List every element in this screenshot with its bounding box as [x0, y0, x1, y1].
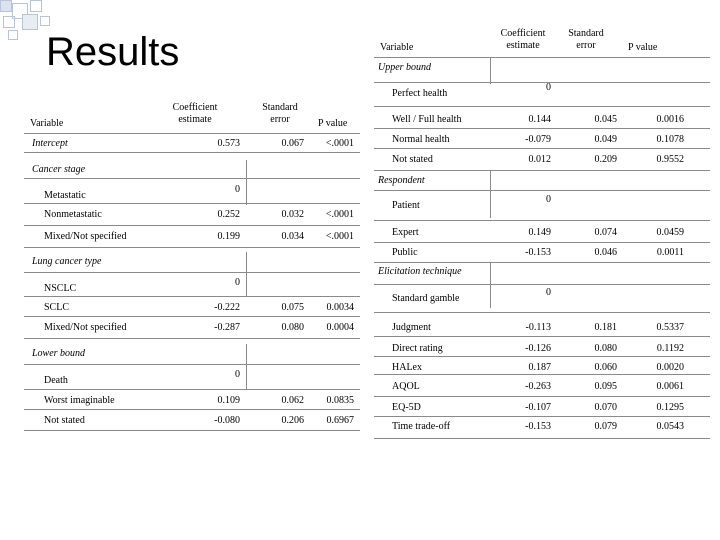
cell-coef: 0 [235, 369, 240, 380]
section-label: Intercept [32, 138, 68, 149]
header-variable: Variable [380, 42, 414, 53]
cell-coef: 0.012 [528, 154, 551, 165]
row-label: Patient [392, 200, 420, 211]
cell-coef: 0.187 [528, 362, 551, 373]
cell-coef: -0.080 [214, 415, 240, 426]
row-label: Mixed/Not specified [44, 322, 127, 333]
row-divider [374, 416, 710, 417]
cell-p: 0.9552 [656, 154, 684, 165]
column-divider [246, 160, 247, 205]
cell-p: 0.1078 [656, 134, 684, 145]
row-label: Worst imaginable [44, 395, 115, 406]
row-label: Well / Full health [392, 114, 462, 125]
cell-coef: -0.222 [214, 302, 240, 313]
row-label: Standard gamble [392, 293, 460, 304]
cell-p: <.0001 [325, 209, 354, 220]
row-label: Time trade-off [392, 421, 451, 432]
row-label: EQ-5D [392, 402, 421, 413]
cell-p: 0.0543 [656, 421, 684, 432]
row-divider [24, 203, 360, 204]
cell-se: 0.206 [281, 415, 304, 426]
column-divider [246, 252, 247, 297]
cell-se: 0.074 [594, 227, 617, 238]
header-p-value: P value [628, 42, 658, 53]
cell-coef: -0.107 [525, 402, 551, 413]
deco-square [40, 16, 50, 26]
cell-se: 0.049 [594, 134, 617, 145]
row-divider [24, 364, 360, 365]
cell-se: 0.045 [594, 114, 617, 125]
column-divider [490, 170, 491, 218]
cell-se: 0.080 [281, 322, 304, 333]
cell-se: 0.075 [281, 302, 304, 313]
row-divider [24, 316, 360, 317]
cell-se: 0.034 [281, 231, 304, 242]
row-divider [374, 242, 710, 243]
cell-coef: 0 [546, 194, 551, 205]
cell-p: 0.6967 [326, 415, 354, 426]
row-label: Direct rating [392, 343, 443, 354]
header-standard-error: Standard error [568, 28, 604, 51]
cell-coef: 0.573 [217, 138, 240, 149]
row-divider [24, 152, 360, 153]
section-label: Lung cancer type [32, 256, 102, 267]
cell-se: 0.095 [594, 381, 617, 392]
cell-se: 0.070 [594, 402, 617, 413]
row-divider [374, 312, 710, 313]
row-label: Public [392, 247, 418, 258]
cell-se: 0.079 [594, 421, 617, 432]
section-label: Lower bound [32, 348, 86, 359]
cell-se: 0.046 [594, 247, 617, 258]
row-divider [374, 262, 710, 263]
cell-se: 0.032 [281, 209, 304, 220]
row-label: Not stated [392, 154, 433, 165]
cell-p: <.0001 [325, 138, 354, 149]
row-label: Nonmetastatic [44, 209, 102, 220]
row-label: HALex [392, 362, 422, 373]
row-label: Expert [392, 227, 419, 238]
cell-p: 0.5337 [656, 322, 684, 333]
cell-coef: -0.287 [214, 322, 240, 333]
cell-p: 0.0011 [656, 247, 684, 258]
cell-p: 0.0034 [326, 302, 354, 313]
section-label: Upper bound [378, 62, 432, 73]
header-standard-error: Standard error [262, 102, 298, 125]
row-divider [24, 247, 360, 248]
row-label: Death [44, 375, 68, 386]
deco-square [3, 16, 15, 28]
cell-coef: -0.263 [525, 381, 551, 392]
row-divider [374, 106, 710, 107]
cell-se: 0.060 [594, 362, 617, 373]
cell-coef: 0 [235, 184, 240, 195]
slide-title: Results [46, 30, 180, 74]
section-label: Elicitation technique [378, 266, 462, 277]
header-divider [24, 133, 360, 134]
row-divider [374, 128, 710, 129]
section-label: Respondent [378, 175, 425, 186]
deco-square [8, 30, 18, 40]
cell-coef: 0.144 [528, 114, 551, 125]
row-divider [374, 396, 710, 397]
cell-se: 0.181 [594, 322, 617, 333]
cell-se: 0.062 [281, 395, 304, 406]
cell-se: 0.067 [281, 138, 304, 149]
cell-coef: 0.149 [528, 227, 551, 238]
row-divider [24, 409, 360, 410]
row-divider [374, 336, 710, 337]
row-divider [24, 296, 360, 297]
deco-square [30, 0, 42, 12]
cell-coef: -0.113 [525, 322, 551, 333]
row-divider [24, 225, 360, 226]
row-divider [374, 170, 710, 171]
row-divider [24, 430, 360, 431]
cell-p: 0.0020 [656, 362, 684, 373]
cell-coef: -0.153 [525, 247, 551, 258]
column-divider [246, 344, 247, 389]
cell-coef: 0.199 [217, 231, 240, 242]
header-p-value: P value [318, 118, 348, 129]
cell-p: 0.0004 [326, 322, 354, 333]
deco-square [22, 14, 38, 30]
column-divider [490, 58, 491, 84]
deco-square [0, 0, 12, 12]
cell-se: 0.080 [594, 343, 617, 354]
cell-coef: 0.252 [217, 209, 240, 220]
section-label: Cancer stage [32, 164, 86, 175]
row-divider [374, 190, 710, 191]
cell-coef: -0.079 [525, 134, 551, 145]
row-divider [24, 178, 360, 179]
row-label: Normal health [392, 134, 450, 145]
cell-p: <.0001 [325, 231, 354, 242]
row-label: SCLC [44, 302, 70, 313]
column-divider [490, 262, 491, 308]
row-divider [374, 220, 710, 221]
cell-se: 0.209 [594, 154, 617, 165]
row-label: Metastatic [44, 190, 86, 201]
cell-coef: -0.153 [525, 421, 551, 432]
row-label: Judgment [392, 322, 431, 333]
row-divider [374, 284, 710, 285]
cell-p: 0.1295 [656, 402, 684, 413]
row-divider [24, 389, 360, 390]
cell-p: 0.1192 [656, 343, 684, 354]
row-label: Mixed/Not specified [44, 231, 127, 242]
cell-p: 0.0835 [326, 395, 354, 406]
cell-coef: 0 [546, 82, 551, 93]
row-divider [24, 272, 360, 273]
header-coefficient: Coefficient estimate [500, 28, 546, 51]
row-divider [374, 356, 710, 357]
cell-coef: 0 [235, 277, 240, 288]
row-divider [24, 338, 360, 339]
cell-coef: -0.126 [525, 343, 551, 354]
cell-p: 0.0459 [656, 227, 684, 238]
header-variable: Variable [30, 118, 64, 129]
row-divider [374, 148, 710, 149]
row-label: NSCLC [44, 283, 77, 294]
header-coefficient: Coefficient estimate [172, 102, 218, 125]
cell-p: 0.0061 [656, 381, 684, 392]
header-divider [374, 57, 710, 58]
row-label: Perfect health [392, 88, 448, 99]
cell-coef: 0.109 [217, 395, 240, 406]
cell-coef: 0 [546, 287, 551, 298]
row-divider [374, 374, 710, 375]
cell-p: 0.0016 [656, 114, 684, 125]
row-label: Not stated [44, 415, 85, 426]
row-divider [374, 438, 710, 439]
row-label: AQOL [392, 381, 420, 392]
